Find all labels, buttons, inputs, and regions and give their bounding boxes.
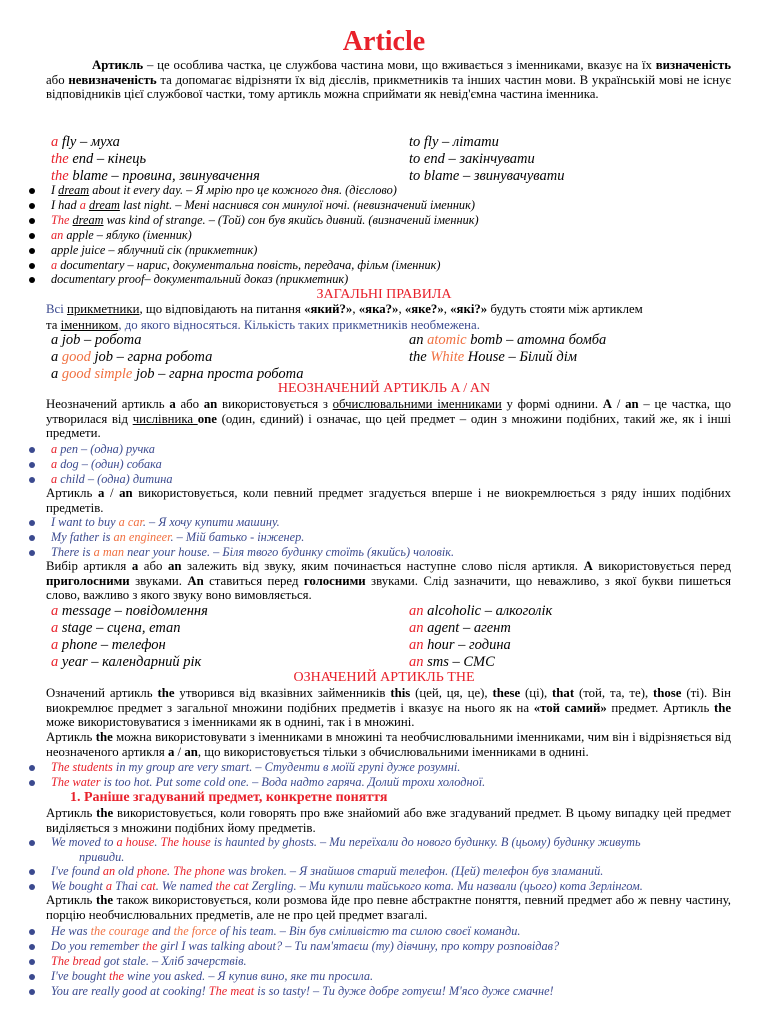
li-text: . We named (155, 879, 216, 893)
bullet-icon (29, 550, 35, 556)
li-text: I've found (51, 864, 103, 878)
list-item (51, 530, 304, 544)
article-word: the (108, 969, 124, 983)
list-item (51, 183, 397, 197)
list-item (51, 984, 554, 998)
article-word: The bread (51, 954, 101, 968)
def-bold: an (184, 744, 198, 759)
list-item: apple juice – яблучний сік (прикметник) (51, 243, 258, 257)
pair-verb: to blame – звинувачувати (409, 168, 565, 184)
pair-row (51, 654, 201, 670)
pair-text: job – гарна проста робота (132, 366, 304, 382)
bullet-icon (29, 248, 35, 254)
adjective: good simple (58, 366, 133, 382)
ind-text: – це частка, що утворилася від (46, 397, 731, 426)
adjective: good (58, 349, 91, 365)
ch-bold: a (131, 559, 139, 573)
def-text: може використовуватися з іменниками як в однині, так і в множині. (46, 715, 415, 729)
article-word: a (51, 637, 59, 653)
li-text: is haunted by ghosts. – Ми переїхали до нового будинку. В (цьому) будинку живуть (210, 835, 641, 849)
li-text: Thai (112, 879, 141, 893)
article-word: the (409, 349, 427, 365)
gr-question: «який?» (304, 302, 353, 316)
li-text: Zergling. – Ми купили тайського кота. Ми назвали (цього) кота Зерлінгом. (248, 879, 643, 893)
adjective: atomic (423, 332, 467, 348)
intro-term: Артикль (92, 58, 144, 72)
list-item (51, 954, 247, 968)
intro-text-2: або (46, 72, 69, 87)
pair-row (51, 603, 208, 619)
gr-text: , (352, 302, 359, 316)
pair-text: House – Білий дім (464, 349, 577, 365)
bullet-icon (29, 188, 35, 194)
li-text: pen – (одна) ручка (57, 442, 155, 456)
ch-text: звуками. Слід зазначити, що неважливо, з якої букви пишеться слово, важливо з якого звуку воно вимовляється. (46, 573, 731, 602)
list-item (51, 515, 280, 529)
pair-row (51, 620, 181, 636)
article-word: an (102, 864, 116, 878)
pair-row (51, 332, 141, 348)
gr-question: «яке?» (404, 302, 444, 316)
gr-question: «які?» (450, 302, 488, 316)
fu-text: / (104, 486, 120, 500)
ch-text: звуками. (129, 573, 188, 588)
article-word: an (409, 620, 424, 636)
list-item (51, 457, 162, 471)
ch-bold: приголосними (46, 573, 130, 588)
bullet-icon (29, 929, 35, 935)
intro-indefiniteness: невизначеність (68, 72, 157, 87)
article-word: a (51, 366, 59, 382)
pair-text: hour – година (423, 637, 511, 653)
li-text: . – Мій батько - інженер. (170, 530, 305, 544)
gr-underlined: прикметники (66, 302, 140, 316)
def-text: Означений артикль (46, 686, 158, 700)
general-rules-line-2 (46, 318, 736, 333)
intro-definiteness: визначеність (655, 58, 731, 72)
ind-text: / (612, 397, 626, 411)
list-item (51, 864, 603, 878)
bullet-icon (29, 989, 35, 995)
fu-text: використовується, коли певний предмет згадується вперше і не виокремлюється з ряду інших подібних предметів. (46, 486, 731, 515)
bullet-icon (29, 840, 35, 846)
previously-mentioned-paragraph (46, 806, 731, 835)
ch-text: використовується перед (592, 559, 731, 573)
intro-text-3: та допомагає відрізняти їх від дієслів, прикметників та інших частин мови. В українській мові не існує відповідників цієї службової частки, тому артикль можна сприймати як невід'ємна частина іменника. (46, 72, 731, 101)
abs-text: Артикль (46, 893, 96, 907)
li-text: He was (51, 924, 91, 938)
ind-bold: an (625, 397, 639, 411)
article-word: a (79, 198, 86, 212)
li-text: . (167, 864, 174, 878)
abs-bold: the (95, 893, 114, 907)
gr-text: , (398, 302, 405, 316)
list-item (51, 442, 155, 456)
bullet-icon (29, 218, 35, 224)
document-title: Article (342, 26, 426, 57)
def-bold: those (653, 686, 682, 700)
def-bold: these (492, 686, 521, 700)
list-item (51, 924, 520, 938)
bullet-icon (29, 944, 35, 950)
ind-text: використовується з (217, 397, 333, 411)
pair-row (409, 603, 552, 619)
pair-text: sms – СМС (423, 654, 495, 670)
list-item-continuation: привиди. (79, 850, 125, 864)
ind-text: у формі однини. (501, 397, 603, 411)
ch-text: ставиться перед (203, 573, 304, 588)
li-text: We moved to (51, 835, 117, 849)
article-word: The water (51, 775, 101, 789)
article-word: an (51, 228, 64, 242)
article-word: an (409, 332, 424, 348)
article-word: a (51, 442, 58, 456)
pair-row (51, 151, 146, 167)
ch-bold: голосними (303, 573, 366, 588)
pair-text: bomb – атомна бомба (466, 332, 607, 348)
li-text: wine you asked. – Я купив вино, яке ти просила. (123, 969, 374, 983)
article-word: a (51, 134, 59, 150)
article-word: a car (118, 515, 143, 529)
article-word: a house (116, 835, 155, 849)
list-item (51, 760, 460, 774)
bullet-icon (29, 277, 35, 283)
heading-general-rules: ЗАГАЛЬНІ ПРАВИЛА (316, 287, 452, 302)
prev-bold: the (96, 806, 114, 820)
li-text: got stale. – Хліб зачерствів. (100, 954, 247, 968)
li-text: in my group are very smart. – Студенти в моїй групі дуже розумні. (112, 760, 461, 774)
ind-bold: an (203, 397, 218, 411)
bullet-icon (29, 203, 35, 209)
list-item (51, 545, 454, 559)
article-word: a (51, 332, 59, 348)
pair-row (51, 366, 304, 382)
li-text: I've bought (51, 969, 109, 983)
article-word: The meat (208, 984, 255, 998)
li-text: dog – (один) собака (57, 457, 162, 471)
ind-text: (один, єдиний) і означає, що цей предмет – один з множини подібних, такий же, як і інші предмети. (46, 411, 732, 440)
def-bold: the (157, 686, 175, 700)
gr-text: будуть стояти між артиклем (487, 302, 643, 316)
pair-text: stage – сцена, етап (58, 620, 181, 636)
pair-row (409, 620, 511, 636)
gr-text: , (443, 302, 451, 316)
pair-text: agent – агент (423, 620, 511, 636)
gr-question: «яка?» (358, 302, 399, 316)
ind-text: або (175, 397, 204, 411)
ch-bold: an (167, 559, 182, 573)
list-item (51, 835, 641, 849)
heading-indefinite-article: НЕОЗНАЧЕНИЙ АРТИКЛЬ A / AN (277, 381, 491, 396)
ind-bold: a (169, 397, 176, 411)
bullet-icon (29, 780, 35, 786)
article-word: The house (160, 835, 211, 849)
pair-row (409, 637, 511, 653)
li-text: of his team. – Він був сміливістю та силою своєї команди. (216, 924, 521, 938)
article-word: the (51, 168, 69, 184)
li-text: last night. – Мені наснився сон минулої ночі. (невизначений іменник) (119, 198, 475, 212)
pair-text: end – кінець (68, 151, 147, 167)
li-text: . – Я хочу купити машину. (142, 515, 280, 529)
article-word: The (51, 213, 70, 227)
ch-bold: A (583, 559, 593, 573)
gr-text: , що відповідають на питання (139, 302, 305, 316)
pair-row (51, 349, 212, 365)
article-word: a (51, 654, 59, 670)
pair-row (51, 637, 166, 653)
li-text: There is (51, 545, 94, 559)
pair-row (51, 134, 120, 150)
intro-text-1: – це особлива частка, це службова частина мови, що вживається з іменниками, вказує на їх (143, 58, 656, 72)
bullet-icon (29, 263, 35, 269)
ch-text: Вибір артикля (46, 559, 132, 573)
li-text: is so tasty! – Ти дуже добре готуєш! М'ясо дуже смачне! (254, 984, 554, 998)
def-bold: that (552, 686, 575, 700)
fu-text: Артикль (46, 486, 98, 500)
li-text: and (149, 924, 174, 938)
article-word: a (51, 620, 59, 636)
intro-paragraph (46, 58, 731, 102)
numbered-heading-1: 1. Раніше згадуваний предмет, конкретне поняття (70, 790, 388, 805)
def-text: Артикль (46, 730, 96, 744)
li-text: about it every day. – Я мрію про це кожного дня. (дієслово) (89, 183, 397, 197)
heading-definite-article: ОЗНАЧЕНИЙ АРТИКЛЬ THE (293, 670, 475, 685)
article-word: a (105, 879, 113, 893)
li-text: documentary – нарис, документальна повість, передача, фільм (іменник) (57, 258, 441, 272)
article-word: a (51, 258, 58, 272)
def-text: предмет. Артикль (606, 700, 714, 715)
fu-bold: a (97, 486, 105, 500)
list-item (51, 775, 485, 789)
bullet-icon (29, 959, 35, 965)
prev-text: використовується, коли говорять про вже знайомий або вже згадуваний предмет. В цьому випадку цей предмет виділяється з множини подібних йому предметів. (46, 806, 731, 835)
li-text: was kind of strange. – (Той) сон був якийсь дивний. (визначений іменник) (103, 213, 479, 227)
ind-text: Неозначений артикль (46, 397, 170, 411)
def-bold: this (390, 686, 411, 700)
li-underlined: dream (72, 213, 104, 227)
article-word: an (409, 603, 424, 619)
ind-bold: A (602, 397, 613, 411)
pair-row (409, 654, 495, 670)
article-word: cat (140, 879, 156, 893)
fu-bold: an (119, 486, 133, 500)
article-word: the (142, 939, 158, 953)
article-word: phone (136, 864, 168, 878)
ind-underlined: обчислювальними іменниками (332, 397, 502, 411)
def-text: можна використовувати з іменниками в множині та необчислювальними іменниками, чим він і відрізняється від неозначеного артикля (46, 730, 731, 759)
abstract-paragraph (46, 893, 731, 922)
bullet-icon (29, 974, 35, 980)
def-bold: «той самий» (533, 700, 607, 715)
def-bold: the (713, 700, 731, 715)
bullet-icon (29, 884, 35, 890)
article-word: a (51, 603, 59, 619)
li-text: was broken. – Я знайшов старий телефон. (Цей) телефон був зламаний. (224, 864, 604, 878)
list-item (51, 198, 475, 212)
li-underlined: dream (58, 183, 90, 197)
bullet-icon (29, 447, 35, 453)
ch-text: або (138, 559, 168, 573)
list-item (51, 258, 440, 272)
pair-verb: to fly – літати (409, 134, 499, 150)
article-word: a man (93, 545, 124, 559)
pair-text: phone – телефон (58, 637, 166, 653)
def-text: (ті). Він виокремлює предмет з загальної множини подібних предметів і вказує на нього як на (46, 686, 732, 715)
def-text: (той, та, те), (574, 686, 654, 700)
abs-text: також використовується, коли розмова йде про певне абстрактне поняття, певний предмет або ж певну частину, порцію необчислювальних предметів, але не про цей предмет взагалі. (46, 893, 731, 922)
article-word: a (51, 349, 59, 365)
gr-text: Всі (46, 302, 67, 316)
pair-verb: to end – закінчувати (409, 151, 535, 167)
bullet-icon (29, 233, 35, 239)
article-word: the force (173, 924, 217, 938)
li-text: apple – яблуко (іменник) (63, 228, 192, 242)
bullet-icon (29, 535, 35, 541)
gr-text: , до якого відносяться. Кількість таких прикметників необмежена. (118, 318, 480, 332)
prev-text: Артикль (46, 806, 97, 820)
gr-underlined: іменником (60, 318, 119, 332)
article-word: the courage (90, 924, 150, 938)
article-word: The phone (173, 864, 225, 878)
li-text: old (115, 864, 137, 878)
pair-text: job – гарна робота (90, 349, 213, 365)
bullet-icon (29, 462, 35, 468)
ch-bold: An (187, 573, 204, 588)
list-item (51, 213, 479, 227)
pair-text: message – повідомлення (58, 603, 208, 619)
li-text: is too hot. Put some cold one. – Вода надто гаряча. Долий трохи холодної. (100, 775, 486, 789)
bullet-icon (29, 765, 35, 771)
def-text: (цей, ця, це), (410, 686, 493, 700)
li-text: I want to buy (51, 515, 119, 529)
list-item: documentary proof– документальний доказ (прикметник) (51, 272, 349, 286)
list-item (51, 472, 172, 486)
li-text: . (154, 835, 161, 849)
pair-row (409, 332, 606, 348)
indefinite-paragraph (46, 397, 731, 441)
ind-bold: one (197, 411, 217, 426)
article-word: a (51, 472, 58, 486)
li-text: I had (51, 198, 80, 212)
pair-row (51, 168, 260, 184)
bullet-icon (29, 477, 35, 483)
def-bold: a (167, 744, 175, 759)
article-word: the cat (215, 879, 249, 893)
def-text: , що використовується тільки з обчислювальними іменниками в однині. (197, 744, 589, 759)
li-text: I (51, 183, 59, 197)
definite-paragraph-2 (46, 730, 731, 759)
pair-text: blame – провина, звинувачення (68, 168, 260, 184)
li-text: Do you remember (51, 939, 143, 953)
li-text: My father is (51, 530, 114, 544)
adjective: White (426, 349, 465, 365)
choice-paragraph (46, 559, 731, 603)
article-word: a (51, 457, 58, 471)
def-bold: the (95, 730, 113, 744)
general-rules-line-1 (46, 302, 736, 317)
article-word: an engineer (113, 530, 171, 544)
def-text: (ці), (520, 686, 553, 700)
li-text: You are really good at cooking! (51, 984, 209, 998)
li-text: girl I was talking about? – Ти пам'ятаєш (ту) дівчину, про котру розповідав? (157, 939, 560, 953)
li-underlined: dream (88, 198, 120, 212)
article-word: an (409, 654, 424, 670)
pair-text: job – робота (58, 332, 142, 348)
list-item (51, 228, 192, 242)
article-word: an (409, 637, 424, 653)
def-text: / (174, 744, 185, 759)
ind-underlined: числівника (132, 411, 198, 426)
bullet-icon (29, 520, 35, 526)
article-word: the (51, 151, 69, 167)
li-text: child – (одна) дитина (57, 472, 173, 486)
def-text: утворився від вказівних займенників (174, 686, 391, 700)
list-item (51, 969, 373, 983)
pair-row (409, 349, 577, 365)
list-item (51, 879, 643, 893)
first-use-paragraph (46, 486, 731, 515)
li-text: near your house. – Біля твого будинку стоїть (якийсь) чоловік. (124, 545, 455, 559)
list-item (51, 939, 559, 953)
bullet-icon (29, 869, 35, 875)
pair-text: alcoholic – алкоголік (423, 603, 553, 619)
ch-text: залежить від звуку, яким починається наступне слово після артикля. (181, 559, 584, 573)
pair-text: year – календарний рік (58, 654, 202, 670)
pair-text: fly – муха (58, 134, 120, 150)
definite-paragraph (46, 686, 731, 730)
li-text: We bought (51, 879, 106, 893)
article-word: The students (51, 760, 113, 774)
gr-text: та (46, 318, 61, 332)
